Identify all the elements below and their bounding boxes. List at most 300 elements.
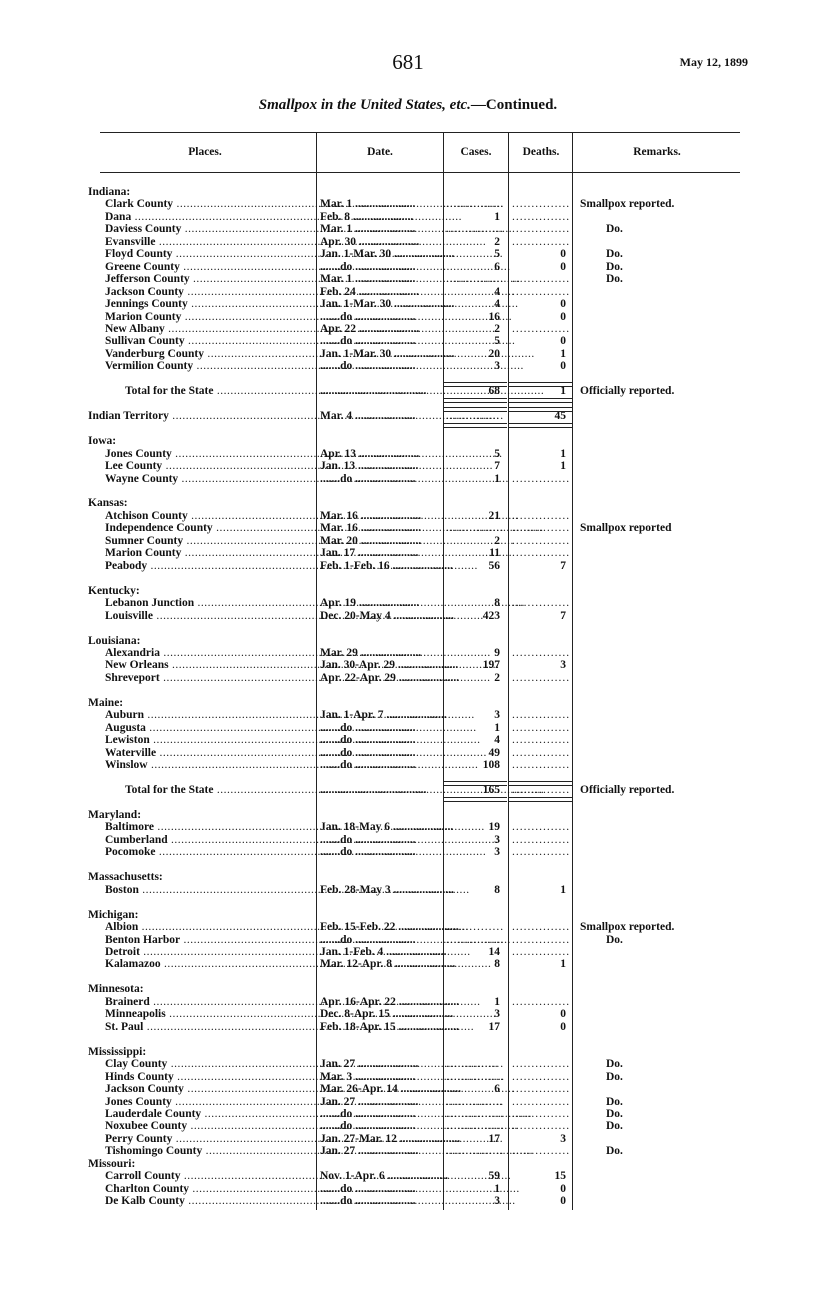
place-cell: Kansas: (88, 497, 128, 510)
cases-cell: 14 (488, 946, 500, 958)
cases-cell: 4 (494, 285, 500, 298)
place-cell: Cumberland ..... (105, 834, 312, 846)
cases-cell: ............... (446, 1145, 505, 1158)
table-row (0, 1071, 816, 1083)
deaths-cell: 1 (560, 447, 566, 460)
title-italic: Smallpox in the United States, etc. (258, 97, 471, 113)
remark-cell: Smallpox reported. (580, 198, 675, 211)
date-cell: .......do ..................... (320, 746, 416, 759)
date-cell: .......do ..................... (320, 310, 416, 323)
table-row (0, 834, 816, 846)
cases-cell: 3 (494, 1008, 500, 1021)
place-cell: Floyd County ..... (105, 248, 312, 260)
deaths-cell: 0 (560, 360, 566, 373)
table-row (0, 709, 816, 721)
date-cell: Jan. 27 ..................... (320, 1145, 419, 1158)
date-cell: Jan. 18-May 6 ..................... (320, 821, 454, 834)
deaths-cell: 3 (560, 659, 566, 672)
deaths-cell: 0 (560, 310, 566, 323)
remark-cell: Do. (606, 1120, 623, 1133)
date-cell: Feb. 15-Feb. 22 ..................... (320, 921, 459, 934)
place-cell: Atchison County ..... (105, 510, 312, 522)
table-row (0, 784, 816, 796)
cases-cell: 2 (494, 534, 500, 547)
table-row (0, 236, 816, 248)
deaths-cell: ............... (512, 472, 571, 485)
deaths-cell: 3 (560, 1132, 566, 1145)
remark-cell: Do. (606, 1058, 623, 1071)
cases-cell: ............... (446, 273, 505, 286)
place-cell: Lee County ..... (105, 460, 312, 472)
deaths-cell: ............... (512, 322, 571, 335)
table-row (0, 311, 816, 323)
date-cell: Mar. 1 ..................... (320, 198, 416, 211)
date-cell: .......do ..................... (320, 472, 416, 485)
date-cell: .......do ..................... (320, 1120, 416, 1133)
deaths-cell: 7 (560, 609, 566, 622)
place-cell: Independence County ..... (105, 522, 312, 534)
table-row (0, 809, 816, 821)
deaths-cell: 1 (560, 460, 566, 473)
table-row (0, 223, 816, 235)
date-cell: Jan. 13 ..................... (320, 460, 419, 473)
remark-cell: Smallpox reported. (580, 921, 675, 934)
place-cell: Marion County ..... (105, 311, 312, 323)
place-cell: Michigan: (88, 908, 139, 921)
cases-cell: ............... (446, 933, 505, 946)
table-row (0, 435, 816, 447)
date-cell: ..................................... (320, 784, 427, 796)
place-cell: Total for the State ..... (125, 784, 312, 796)
date-cell: Jan. 27 ..................... (320, 1058, 419, 1071)
deaths-cell: 7 (560, 559, 566, 572)
col-header-places: Places. (188, 146, 222, 158)
table-row (0, 510, 816, 522)
date-cell: Mar. 29 ..................... (320, 646, 422, 659)
table-row (0, 261, 816, 273)
place-cell: Minnesota: (88, 983, 144, 996)
place-cell: Mississippi: (88, 1045, 147, 1058)
table-row (0, 1133, 816, 1145)
table-top-rule (100, 132, 740, 133)
table-row (0, 996, 816, 1008)
place-cell: Lauderdale County ..... (105, 1108, 312, 1120)
cases-cell: 1 (494, 210, 500, 223)
place-cell: Daviess County ..... (105, 223, 312, 235)
deaths-cell: 0 (560, 1008, 566, 1021)
page-title (0, 97, 816, 114)
col-header-cases: Cases. (460, 146, 492, 158)
place-cell: Clark County ..... (105, 198, 312, 210)
deaths-cell: 1 (560, 347, 566, 360)
deaths-cell: ............... (512, 995, 571, 1008)
cases-cell: 2 (494, 671, 500, 684)
place-cell: St. Paul ..... (105, 1021, 312, 1033)
date-cell: .......do ..................... (320, 1107, 416, 1120)
remark-cell: Do. (606, 223, 623, 236)
deaths-cell: ............... (512, 646, 571, 659)
table-row (0, 585, 816, 597)
table-row (0, 597, 816, 609)
date-cell: .......do ..................... (320, 759, 416, 772)
total-rule (509, 781, 572, 786)
table-row (0, 298, 816, 310)
table-row (0, 934, 816, 946)
cases-cell: ............... (446, 1120, 505, 1133)
place-cell: Detroit ..... (105, 946, 312, 958)
table-row (0, 211, 816, 223)
remark-cell: Smallpox reported (580, 522, 672, 535)
place-cell: Brainerd ..... (105, 996, 312, 1008)
date-cell: .......do ..................... (320, 360, 416, 373)
deaths-cell: ............... (512, 746, 571, 759)
cases-cell: 1 (494, 1182, 500, 1195)
table-row (0, 672, 816, 684)
cases-cell: 56 (488, 559, 500, 572)
deaths-cell: ............... (512, 534, 571, 547)
date-cell: Jan. 1-Feb. 4 ..................... (320, 946, 447, 958)
place-cell: Albion ..... (105, 921, 312, 933)
deaths-cell: ............... (512, 235, 571, 248)
cases-cell: ............... (446, 1058, 505, 1071)
deaths-cell: 0 (560, 1182, 566, 1195)
place-cell: Jackson County ..... (105, 286, 312, 298)
date-cell: Jan. 1-Mar. 30 ..................... (320, 347, 455, 360)
deaths-cell: ............... (512, 509, 571, 522)
table-row (0, 759, 816, 771)
date-cell: .......do ..................... (320, 1195, 416, 1208)
place-cell: Vanderburg County ..... (105, 348, 312, 360)
cases-cell: ............... (446, 223, 505, 236)
cases-cell: 19 (488, 821, 500, 834)
cases-cell: 1 (494, 472, 500, 485)
date-cell: Apr. 22 ..................... (320, 322, 420, 335)
issue-date: May 12, 1899 (679, 55, 748, 69)
table-row (0, 360, 816, 372)
table-row (0, 697, 816, 709)
deaths-cell: 1 (560, 958, 566, 971)
date-cell: Apr. 16-Apr. 22 ..................... (320, 995, 460, 1008)
place-cell: Total for the State ..... (125, 385, 312, 397)
table-row (0, 821, 816, 833)
cases-cell: 6 (494, 1083, 500, 1096)
date-cell: Mar. 1 ..................... (320, 273, 416, 286)
place-cell: Kentucky: (88, 584, 140, 597)
table-row (0, 1170, 816, 1182)
date-cell: Jan. 30-Apr. 29 ..................... (320, 659, 459, 672)
place-cell: Louisiana: (88, 634, 141, 647)
cases-cell: 11 (489, 547, 500, 560)
date-cell: Mar. 3 ..................... (320, 1070, 416, 1083)
place-cell: Kalamazoo ..... (105, 958, 312, 970)
date-cell: Jan. 17 ..................... (320, 547, 419, 560)
table-header-rule (100, 172, 740, 173)
remark-cell: Do. (606, 1145, 623, 1158)
deaths-cell: ............... (512, 210, 571, 223)
place-cell: Boston ..... (105, 884, 312, 896)
place-cell: Minneapolis ..... (105, 1008, 312, 1020)
table-row (0, 884, 816, 896)
col-header-date: Date. (367, 146, 393, 158)
cases-cell: 9 (494, 646, 500, 659)
cases-cell: 68 (488, 385, 500, 398)
remark-cell: Officially reported. (580, 385, 675, 398)
cases-cell: 3 (494, 360, 500, 373)
date-cell: Mar. 1 ..................... (320, 223, 416, 236)
deaths-cell: 0 (560, 298, 566, 311)
cases-cell: 7 (494, 460, 500, 473)
cases-cell: ............... (446, 921, 505, 934)
deaths-cell: ............... (512, 921, 571, 934)
deaths-cell: ............... (512, 198, 571, 211)
table-row (0, 983, 816, 995)
table-row (0, 659, 816, 671)
deaths-cell: ............... (512, 285, 571, 298)
deaths-cell: ............... (512, 597, 571, 610)
date-cell: .......do ..................... (320, 335, 416, 348)
table-row (0, 635, 816, 647)
place-cell: Winslow ..... (105, 759, 312, 771)
date-cell: .......do ..................... (320, 933, 416, 946)
place-cell: Jackson County ..... (105, 1083, 312, 1095)
place-cell: Charlton County ..... (105, 1183, 312, 1195)
total-rule (509, 398, 572, 403)
table-row (0, 1158, 816, 1170)
place-cell: Benton Harbor ..... (105, 934, 312, 946)
date-cell: .......do ..................... (320, 734, 416, 747)
deaths-cell: 0 (560, 248, 566, 261)
cases-cell: 2 (494, 322, 500, 335)
table-row (0, 1108, 816, 1120)
place-cell: Indiana: (88, 186, 131, 198)
table-row (0, 921, 816, 933)
table-row (0, 610, 816, 622)
date-cell: Mar. 20 ..................... (320, 534, 422, 547)
deaths-cell: ............... (512, 933, 571, 946)
place-cell: New Orleans ..... (105, 659, 312, 671)
date-cell: Feb. 28-May 3 ..................... (320, 883, 454, 896)
place-cell: Wayne County ..... (105, 473, 312, 485)
total-rule (444, 398, 507, 403)
date-cell: Apr. 19 ..................... (320, 597, 420, 610)
place-cell: Waterville ..... (105, 747, 312, 759)
table-row (0, 747, 816, 759)
date-cell: Mar. 26-Apr. 14 ..................... (320, 1083, 461, 1096)
deaths-cell: ............... (512, 547, 571, 560)
date-cell: Mar. 4 ..................... (320, 410, 416, 423)
table-row (0, 871, 816, 883)
date-cell: Nov. 1-Apr. 6 ..................... (320, 1170, 448, 1183)
cases-cell: 21 (488, 509, 500, 522)
deaths-cell: ............... (512, 1095, 571, 1108)
table-row (0, 722, 816, 734)
deaths-cell: 0 (560, 1020, 566, 1033)
cases-cell: 6 (494, 260, 500, 273)
place-cell: Shreveport ..... (105, 672, 312, 684)
deaths-cell: ............... (512, 1145, 571, 1158)
place-cell: Tishomingo County ..... (105, 1145, 312, 1157)
table-row (0, 1083, 816, 1095)
date-cell: Jan. 1-Mar. 30 ..................... (320, 248, 455, 261)
remark-cell: Do. (606, 1095, 623, 1108)
place-cell: Evansville ..... (105, 236, 312, 248)
date-cell: Apr. 30 ..................... (320, 235, 420, 248)
table-row (0, 286, 816, 298)
table-row (0, 560, 816, 572)
cases-cell: 20 (488, 347, 500, 360)
title-continued: —Continued. (470, 97, 558, 113)
table-row (0, 1195, 816, 1207)
table-row (0, 323, 816, 335)
table-row (0, 385, 816, 397)
deaths-cell: 0 (560, 260, 566, 273)
place-cell: New Albany ..... (105, 323, 312, 335)
place-cell: Pocomoke ..... (105, 846, 312, 858)
date-cell: .......do ..................... (320, 721, 416, 734)
remark-cell: Do. (606, 933, 623, 946)
remark-cell: Do. (606, 248, 623, 261)
total-rule (444, 382, 507, 387)
place-cell: Clay County ..... (105, 1058, 312, 1070)
cases-cell: ............... (446, 522, 505, 535)
table-row (0, 273, 816, 285)
deaths-cell: ............... (512, 1083, 571, 1096)
remark-cell: Do. (606, 1107, 623, 1120)
table-row (0, 1096, 816, 1108)
place-cell: Jefferson County ..... (105, 273, 312, 285)
deaths-cell: ............... (512, 1070, 571, 1083)
total-rule (444, 407, 507, 412)
cases-cell: 5 (494, 335, 500, 348)
cases-cell: 2 (494, 235, 500, 248)
cases-cell: 4 (494, 734, 500, 747)
table-row (0, 497, 816, 509)
deaths-cell: ............... (512, 671, 571, 684)
date-cell: Feb. 8 ..................... (320, 210, 414, 223)
total-rule (509, 407, 572, 412)
date-cell: Mar. 16 ..................... (320, 522, 422, 535)
place-cell: Baltimore ..... (105, 821, 312, 833)
place-cell: Indian Territory ..... (88, 410, 312, 422)
place-cell: Missouri: (88, 1157, 136, 1170)
table-row (0, 448, 816, 460)
deaths-cell: 45 (554, 410, 566, 423)
table-row (0, 1183, 816, 1195)
total-rule (509, 423, 572, 428)
date-cell: .......do ..................... (320, 833, 416, 846)
date-cell: Dec. 8-Apr. 15 ..................... (320, 1008, 454, 1021)
cases-cell: 8 (494, 883, 500, 896)
place-cell: Maine: (88, 696, 124, 709)
place-cell: Marion County ..... (105, 547, 312, 559)
deaths-cell: ............... (512, 846, 571, 859)
place-cell: Maryland: (88, 808, 142, 821)
cases-cell: 3 (494, 833, 500, 846)
table-row (0, 647, 816, 659)
table-row (0, 1021, 816, 1033)
cases-cell: ............... (446, 1070, 505, 1083)
place-cell: Noxubee County ..... (105, 1120, 312, 1132)
cases-cell: 17 (488, 1132, 500, 1145)
place-cell: Louisville ..... (105, 610, 312, 622)
cases-cell: 1 (494, 721, 500, 734)
place-cell: Sullivan County ..... (105, 335, 312, 347)
date-cell: Jan. 1-Mar. 30 ..................... (320, 298, 455, 311)
place-cell: Augusta ..... (105, 722, 312, 734)
remark-cell: Officially reported. (580, 784, 675, 796)
cases-cell: 3 (494, 709, 500, 722)
deaths-cell: ............... (512, 721, 571, 734)
table-row (0, 410, 816, 422)
page-number: 681 (392, 50, 424, 74)
deaths-cell: ............... (512, 522, 571, 535)
deaths-cell: ............... (512, 1120, 571, 1133)
deaths-cell: ............... (512, 734, 571, 747)
table-row (0, 522, 816, 534)
place-cell: Greene County ..... (105, 261, 312, 273)
date-cell: .......do ..................... (320, 260, 416, 273)
remark-cell: Do. (606, 1070, 623, 1083)
cases-cell: 197 (482, 659, 500, 672)
deaths-cell: ............... (512, 1107, 571, 1120)
total-rule (509, 797, 572, 802)
place-cell: Lewiston ..... (105, 734, 312, 746)
deaths-cell: ............... (512, 784, 571, 796)
cases-cell: 49 (488, 746, 500, 759)
deaths-cell: ............... (512, 946, 571, 958)
cases-cell: ............... (446, 1095, 505, 1108)
table-row (0, 248, 816, 260)
table-row (0, 1058, 816, 1070)
total-rule (444, 423, 507, 428)
cases-cell: 16 (488, 310, 500, 323)
place-cell: Alexandria ..... (105, 647, 312, 659)
remark-cell: Do. (606, 273, 623, 286)
col-header-remarks: Remarks. (633, 146, 681, 158)
deaths-cell: 1 (560, 385, 566, 398)
table-row (0, 198, 816, 210)
cases-cell: 17 (488, 1020, 500, 1033)
table-row (0, 335, 816, 347)
deaths-cell: 0 (560, 335, 566, 348)
total-rule (509, 382, 572, 387)
date-cell: Jan. 27-Mar. 12 ..................... (320, 1132, 461, 1145)
date-cell: Feb. 18-Apr. 15 ..................... (320, 1020, 459, 1033)
date-cell: Apr. 22-Apr. 29 ..................... (320, 671, 460, 684)
deaths-cell: ............... (512, 833, 571, 846)
total-rule (444, 781, 507, 786)
table-row (0, 186, 816, 198)
date-cell: .......do ..................... (320, 846, 416, 859)
date-cell: .......do ..................... (320, 1182, 416, 1195)
table-row (0, 535, 816, 547)
place-cell: Carroll County ..... (105, 1170, 312, 1182)
deaths-cell: ............... (512, 821, 571, 834)
cases-cell: ............... (446, 198, 505, 211)
cases-cell: 423 (482, 609, 500, 622)
place-cell: Massachusetts: (88, 871, 163, 884)
table-row (0, 958, 816, 970)
table-row (0, 1046, 816, 1058)
date-cell: Apr. 13 ..................... (320, 447, 420, 460)
cases-cell: 8 (494, 597, 500, 610)
table-row (0, 1008, 816, 1020)
date-cell: Jan. 1-Apr. 7 ..................... (320, 709, 447, 722)
cases-cell: 8 (494, 958, 500, 971)
deaths-cell: ............... (512, 709, 571, 722)
deaths-cell: 15 (554, 1170, 566, 1183)
table-row (0, 734, 816, 746)
